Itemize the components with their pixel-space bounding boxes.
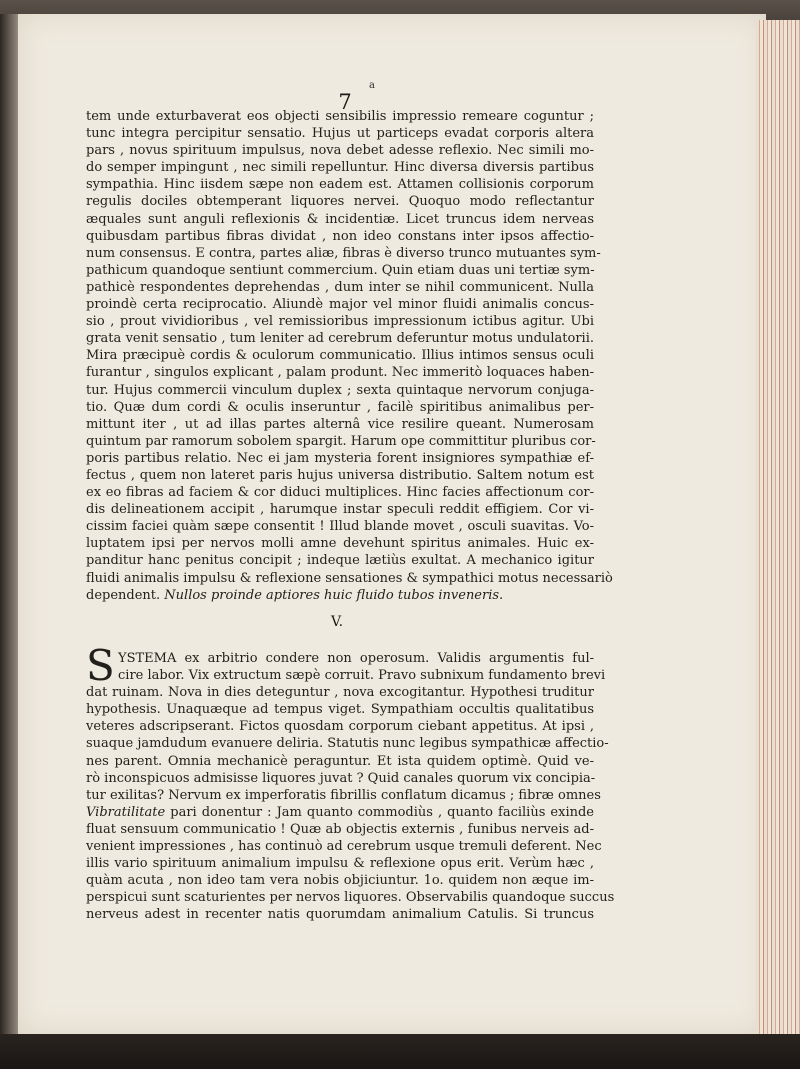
text-line: pars , novus spirituum impulsus, nova debet adesse reflexio. Nec simili mo- bbox=[86, 143, 594, 159]
text-line: grata venit sensatio , tum leniter ad cerebrum deferuntur motus undulatorii. bbox=[86, 331, 594, 347]
text-line: quibusdam partibus fibras dividat , non ideo constans inter ipsos affectio- bbox=[86, 228, 594, 244]
page-edges bbox=[756, 20, 800, 1069]
text-line: veteres adscripserant. Fictos quosdam corporum ciebant appetitus. At ipsi , bbox=[86, 719, 594, 735]
text-line: cissim faciei quàm sæpe consentit ! Illud blande movet , osculi suavitas. Vo- bbox=[86, 519, 594, 535]
text-line: num consensus. E contra, partes aliæ, fibras è diverso trunco mutuantes sym- bbox=[86, 245, 601, 261]
text-roman: pari donentur : Jam quanto commodiùs , quanto faciliùs exinde bbox=[170, 804, 594, 820]
drop-initial: S bbox=[86, 641, 115, 690]
text-line: venient impressiones , has continuò ad cerebrum usque tremuli deferent. Nec bbox=[86, 839, 602, 855]
text-line: sio , prout vividioribus , vel remissioribus impressionum ictibus agitur. Ubi bbox=[86, 314, 594, 330]
text-line: dis delineationem accipit , harumque instar speculi reddit effigiem. Cor vi- bbox=[86, 502, 594, 518]
text-roman: dependent. bbox=[86, 587, 161, 603]
text-line: cire labor. Vix extructum sæpè corruit. Pravo subnixum fundamento brevi bbox=[118, 668, 606, 684]
paragraph-2 bbox=[86, 650, 615, 924]
text-line bbox=[86, 804, 594, 821]
text-line: illis vario spirituum animalium impulsu & reflexione opus erit. Verùm hæc , bbox=[86, 856, 594, 872]
text-line: pathicè respondentes deprehendas , dum inter se nihil communicent. Nulla bbox=[86, 279, 594, 295]
text-line: pathicum quandoque sentiunt commercium. Quin etiam duas uni tertiæ sym- bbox=[86, 262, 595, 278]
text-line: tur. Hujus commercii vinculum duplex ; sexta quintaque nervorum conjuga- bbox=[86, 382, 594, 398]
text-line: quintum par ramorum sobolem spargit. Harum ope committitur pluribus cor- bbox=[86, 433, 596, 449]
text-line: suaque jamdudum evanuere deliria. Statutis nunc legibus sympathicæ affectio- bbox=[86, 736, 609, 752]
text-line: fluat sensuum communicatio ! Quæ ab objectis externis , funibus nerveis ad- bbox=[86, 821, 594, 837]
text-line: perspicui sunt scaturientes per nervos liquores. Observabilis quandoque succus bbox=[86, 890, 615, 906]
text-line: tio. Quæ dum cordi & oculis inseruntur , facilè spiritibus animalibus per- bbox=[86, 399, 594, 415]
text-line: tunc integra percipitur sensatio. Hujus ut particeps evadat corporis altera bbox=[86, 126, 594, 142]
text-line: Mira præcipuè cordis & oculorum communicatio. Illius intimos sensus oculi bbox=[86, 348, 594, 364]
text-line: tem unde exturbaverat eos objecti sensibilis impressio remeare coguntur ; bbox=[86, 109, 594, 124]
text-line: mittunt iter , ut ad illas partes alternâ vice resilire queant. Numerosam bbox=[86, 416, 594, 432]
text-line: quàm acuta , non ideo tam vera nobis objiciuntur. 1o. quidem non æque im- bbox=[86, 873, 594, 889]
text-line: YSTEMA ex arbitrio condere non operosum. Validis argumentis ful- bbox=[118, 651, 594, 666]
text-line: hypothesis. Unaquæque ad tempus viget. Sympathiam occultis qualitatibus bbox=[86, 702, 594, 718]
page-number: 7 bbox=[338, 90, 352, 114]
book-bottom-edge bbox=[0, 1034, 800, 1069]
text-line: poris partibus relatio. Nec ei jam mysteria forent insigniores sympathiæ ef- bbox=[86, 450, 594, 466]
text-line: nes parent. Omnia mechanicè peraguntur. Et ista quidem optimè. Quid ve- bbox=[86, 753, 594, 769]
signature-mark: a bbox=[369, 80, 375, 91]
text-line: sympathia. Hinc iisdem sæpe non eadem est. Attamen collisionis corporum bbox=[86, 177, 594, 193]
text-line: panditur hanc penitus concipit ; indeque lætiùs exultat. A mechanico igitur bbox=[86, 553, 594, 569]
text-italic: Vibratilitate bbox=[86, 804, 166, 820]
paragraph-1 bbox=[86, 108, 613, 604]
text-line: ex eo fibras ad faciem & cor diduci multiplices. Hinc facies affectionum cor- bbox=[86, 485, 594, 501]
text-line: do semper impingunt , nec simili repelluntur. Hinc diversa diversis partibus bbox=[86, 160, 594, 176]
text-line: luptatem ipsi per nervos molli amne devehunt spiritus animales. Huic ex- bbox=[86, 536, 594, 552]
text-line: fluidi animalis impulsu & reflexione sensationes & sympathici motus necessariò bbox=[86, 570, 613, 586]
text-line: regulis dociles obtemperant liquores nervei. Quoquo modo reflectantur bbox=[86, 194, 594, 210]
text-line: fectus , quem non lateret paris hujus universa distributio. Saltem notum est bbox=[86, 467, 594, 483]
text-line: tur exilitas? Nervum ex imperforatis fibrillis conflatum dicamus ; fibræ omnes bbox=[86, 787, 601, 803]
section-heading: V. bbox=[330, 614, 344, 630]
text-line: æquales sunt anguli reflexionis & incidentiæ. Licet truncus idem nerveas bbox=[86, 211, 594, 227]
text-line: proindè certa reciprocatio. Aliundè major vel minor fluidi animalis concus- bbox=[86, 297, 594, 313]
text-italic: Nullos proinde aptiores huic fluido tubos inveneris. bbox=[164, 587, 504, 603]
text-line: dat ruinam. Nova in dies deteguntur , nova excogitantur. Hypothesi truditur bbox=[86, 685, 594, 701]
text-line: rò inconspicuos admisisse liquores juvat ? Quid canales quorum vix concipia- bbox=[86, 770, 596, 786]
text-line: nerveus adest in recenter natis quorumdam animalium Catulis. Si truncus bbox=[86, 907, 594, 923]
text-line-last bbox=[86, 587, 594, 604]
text-line: furantur , singulos explicant , palam produnt. Nec immeritò loquaces haben- bbox=[86, 365, 594, 381]
